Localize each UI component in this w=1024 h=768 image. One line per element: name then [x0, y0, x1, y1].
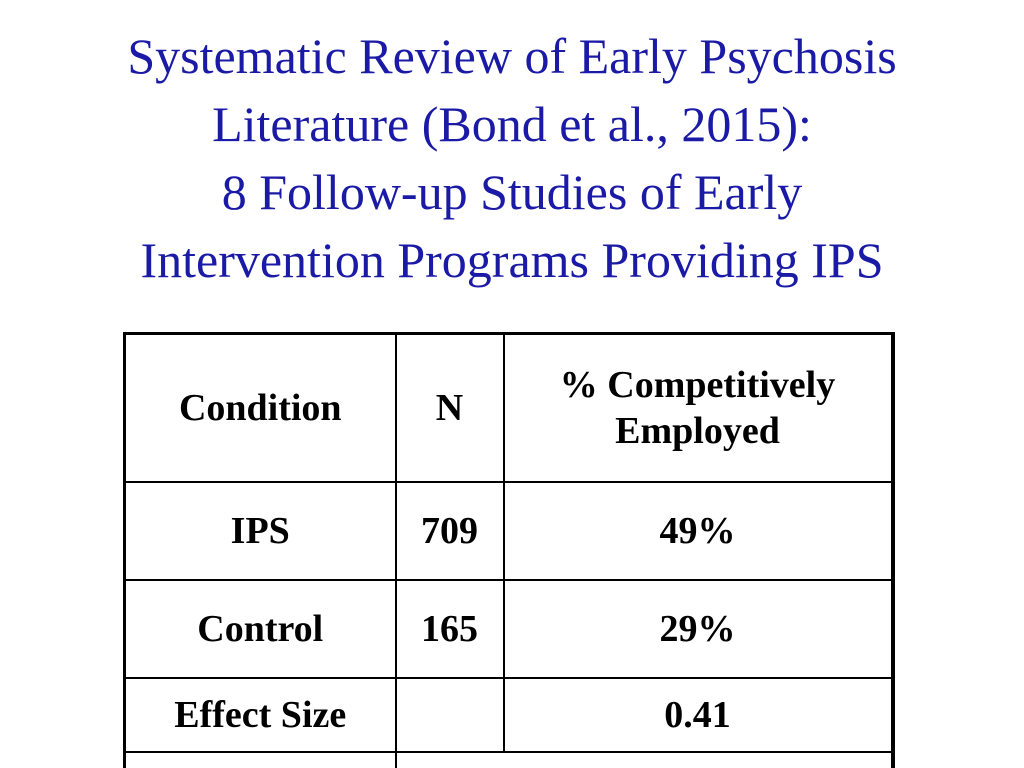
- title-line: Systematic Review of Early Psychosis: [127, 28, 897, 84]
- table-row: [125, 678, 893, 752]
- cell-empty: [396, 752, 893, 768]
- table-row-cut-off: [125, 752, 893, 768]
- table-header-row: [125, 334, 893, 482]
- results-table: [123, 332, 895, 768]
- header-condition: Condition: [125, 334, 396, 482]
- cell-n: 165: [396, 580, 504, 678]
- cell-percent: 29%: [504, 580, 893, 678]
- slide-title: [0, 22, 1024, 294]
- header-percent-line: Employed: [615, 409, 780, 452]
- title-line: Literature (Bond et al., 2015):: [212, 96, 812, 152]
- table-row: [125, 580, 893, 678]
- cell-n: [396, 678, 504, 752]
- header-percent-line: % Competitively: [559, 363, 836, 406]
- cell-percent: 49%: [504, 482, 893, 580]
- title-line: 8 Follow-up Studies of Early: [221, 164, 803, 220]
- header-n: N: [396, 334, 504, 482]
- header-percent-employed: [504, 334, 893, 482]
- cell-n: 709: [396, 482, 504, 580]
- cell-condition: Control: [125, 580, 396, 678]
- cell-empty: [125, 752, 396, 768]
- title-line: Intervention Programs Providing IPS: [140, 232, 884, 288]
- cell-condition: Effect Size: [125, 678, 396, 752]
- table-row: [125, 482, 893, 580]
- cell-percent: 0.41: [504, 678, 893, 752]
- cell-condition: IPS: [125, 482, 396, 580]
